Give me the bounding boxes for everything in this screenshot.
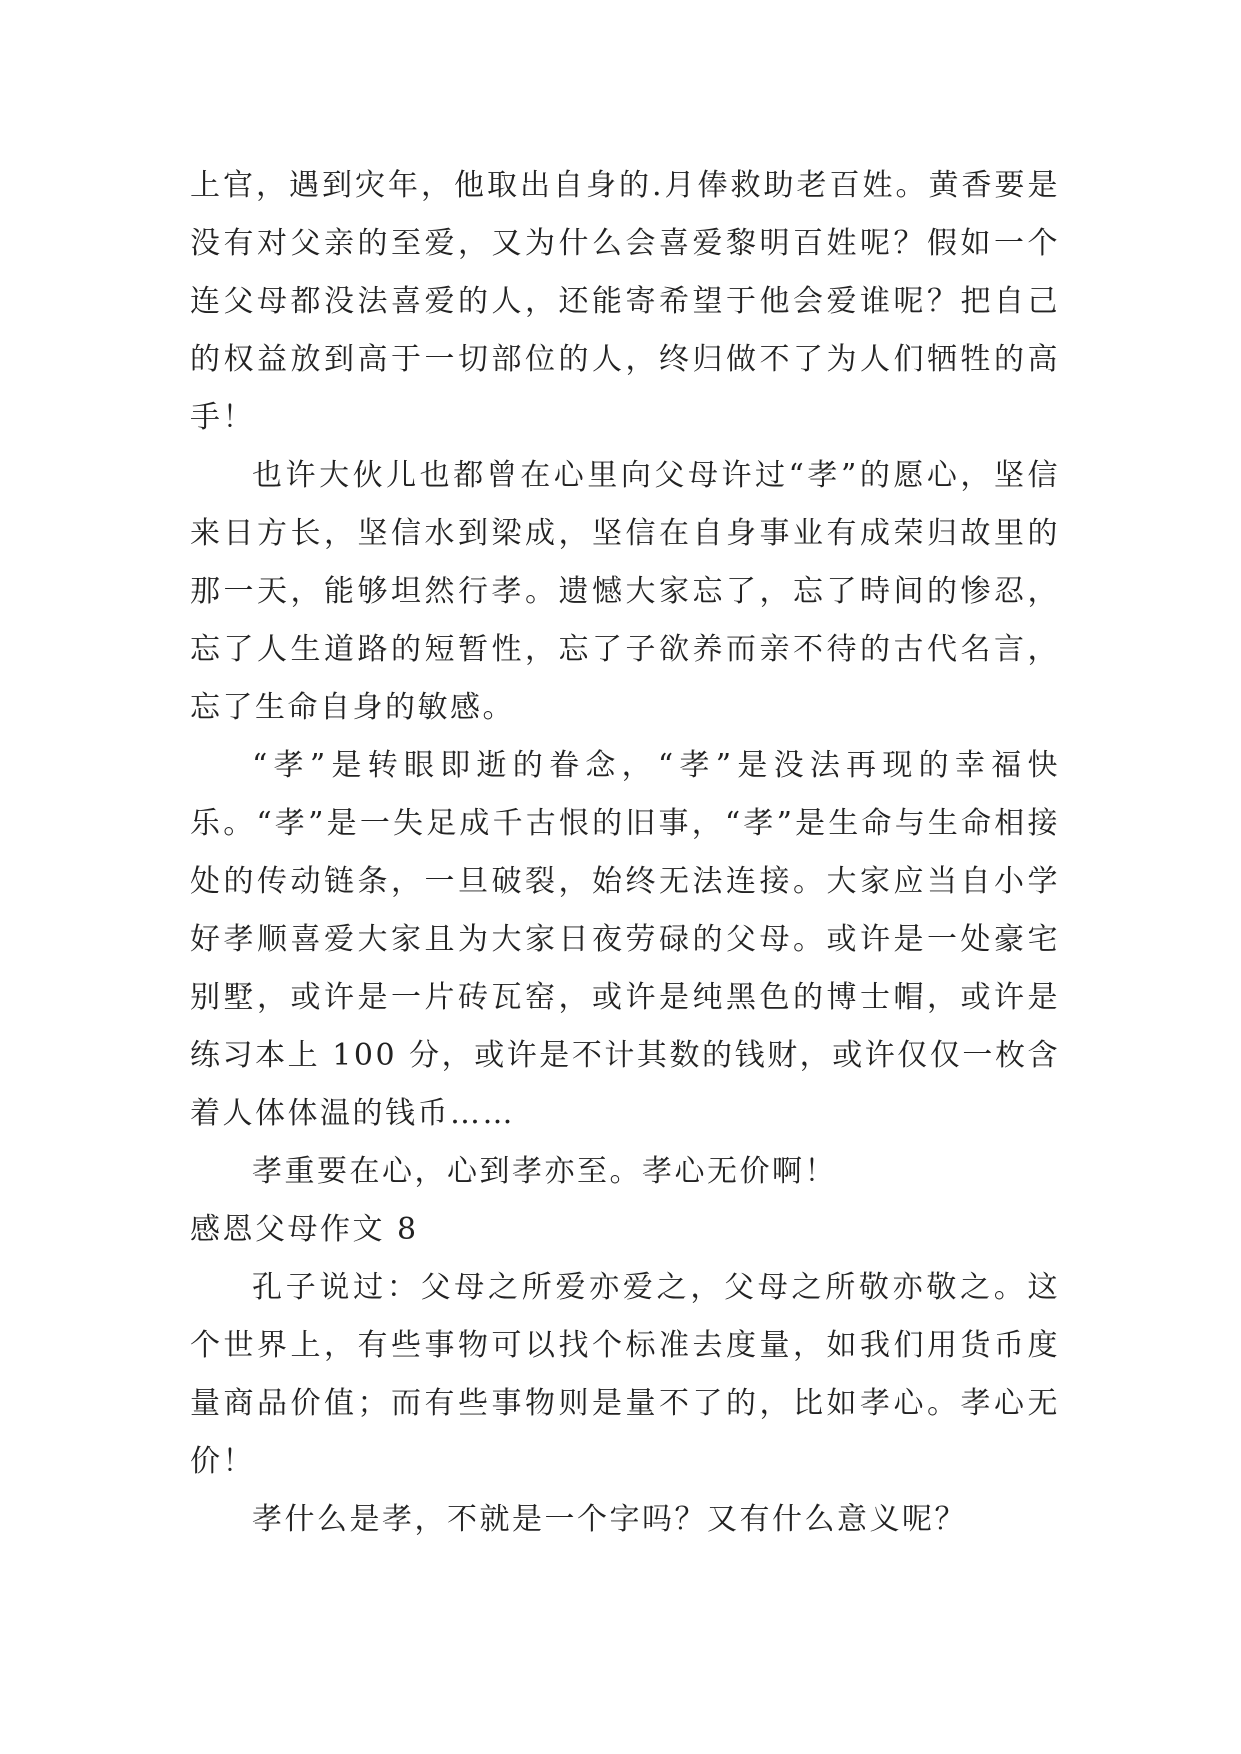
paragraph-4: 孝重要在心，心到孝亦至。孝心无价啊！	[252, 1154, 837, 1189]
paragraph-5: 孔子说过：父母之所爱亦爱之，父母之所敬亦敬之。这个世界上，有些事物可以找个标准去度量，如我们用货币度量商品价值；而有些事物则是量不了的，比如孝心。孝心无价！	[190, 1270, 1060, 1479]
paragraph-6: 孝什么是孝，不就是一个字吗？又有什么意义呢？	[252, 1502, 967, 1537]
document-page	[190, 157, 1060, 1549]
paragraph-3: “孝”是转眼即逝的眷念，“孝”是没法再现的幸福快乐。“孝”是一失足成千古恨的旧事，“孝”是生命与生命相接处的传动链条，一旦破裂，始终无法连接。大家应当自小学好孝顺喜爱大家且为大家日夜劳碌的父母。或许是一处豪宅别墅，或许是一片砖瓦窑，或许是纯黑色的博士帽，或许是练习本上 100 分，或许是不计其数的钱财，或许仅仅一枚含着人体体温的钱币……	[190, 748, 1060, 1131]
paragraph-2: 也许大伙儿也都曾在心里向父母许过“孝”的愿心，坚信来日方长，坚信水到梁成，坚信在自身事业有成荣归故里的那一天，能够坦然行孝。遗憾大家忘了，忘了時间的惨忍，忘了人生道路的短暂性，忘了子欲养而亲不待的古代名言，忘了生命自身的敏感。	[190, 458, 1060, 725]
section-heading: 感恩父母作文 8	[190, 1212, 419, 1247]
paragraph-1: 上官，遇到灾年，他取出自身的.月俸救助老百姓。黄香要是没有对父亲的至爱，又为什么会喜爱黎明百姓呢？假如一个连父母都没法喜爱的人，还能寄希望于他会爱谁呢？把自己的权益放到高于一切部位的人，终归做不了为人们牺牲的高手！	[190, 168, 1060, 435]
